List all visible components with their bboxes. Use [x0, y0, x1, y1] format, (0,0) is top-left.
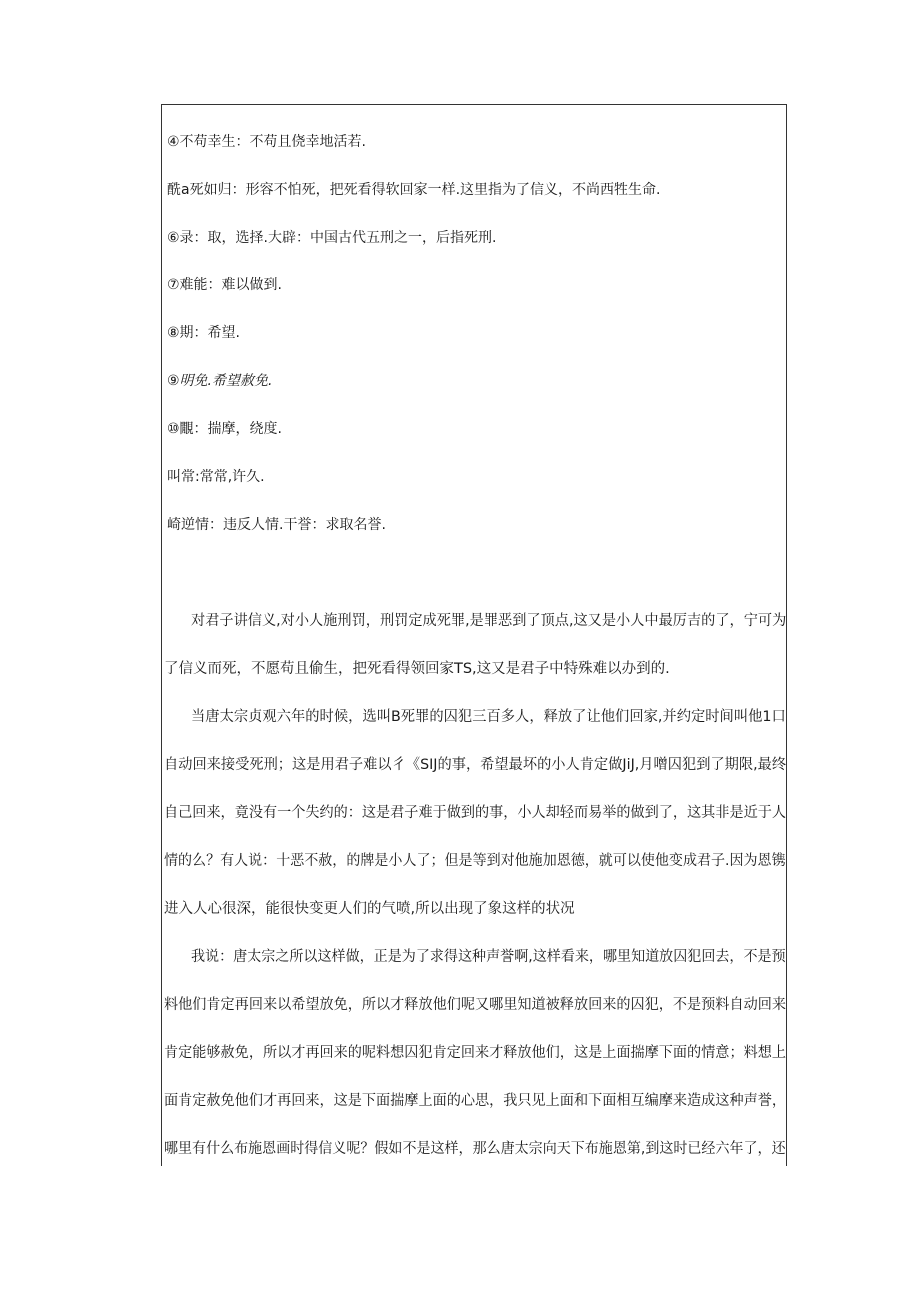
note-12: 崎逆情：违反人情.干誉：求取名誉.	[167, 517, 386, 533]
paragraph-3-line-1: 我说：唐太宗之所以这样做，正是为了求得这种声誉啊,这样看来，哪里知道放囚犯回去，不是预	[191, 949, 786, 965]
note-8: ⑧期：希望.	[167, 325, 241, 341]
paragraph-2-line-4: 情的么？有人说：十恶不赦，的牌是小人了；但是等到对他施加恩德，就可以使他变成君子.因为恩镌	[164, 853, 786, 869]
note-4: ④不苟幸生：不苟且侥幸地活若.	[167, 134, 367, 150]
paragraph-1-line-1: 对君子讲信义,对小人施刑罚，刑罚定成死罪,是罪恶到了顶点,这又是小人中最厉吉的了，宁可为	[191, 613, 787, 629]
paragraph-3-line-2: 料他们肯定再回来以希望放免，所以才释放他们呢又哪里知道被释放回来的囚犯，不是预料自动回来	[164, 997, 786, 1013]
note-7: ⑦难能：难以做到.	[167, 277, 283, 293]
paragraph-2-line-2: 自动回来接受死刑；这是用君子难以彳《SIJ的事，希望最坏的小人肯定做JiJ,月噌囚犯到了期限,最终	[164, 757, 787, 773]
note-10: ⑩覵：揣摩，绕度.	[167, 421, 283, 437]
note-5: 酰a死如归：形容不怕死，把死看得软回家一样.这里指为了信义，不尚西牲生命.	[167, 182, 661, 198]
paragraph-3-line-3: 肯定能够赦免，所以才再回来的呢料想囚犯肯定回来才释放他们，这是上面揣摩下面的情意；料想上	[164, 1045, 786, 1061]
paragraph-3-line-5: 哪里有什么布施恩画时得信义呢？假如不是这样，那么唐太宗向天下布施恩第,到这时已经六年了，还	[164, 1141, 786, 1157]
note-9: ⑨明免.希望赦免.	[167, 373, 273, 389]
paragraph-1-line-2: 了信义而死，不愿苟且偷生，把死看得领回家TS,这又是君子中特殊难以办到的.	[164, 661, 670, 677]
paragraph-2-line-3: 自己回来，竟没有一个失约的：这是君子难于做到的事，小人却轻而易举的做到了，这其非是近于人	[164, 805, 786, 821]
note-11: 叫常:常常,许久.	[167, 469, 265, 485]
paragraph-2-line-1: 当唐太宗贞观六年的时候，选叫B死罪的囚犯三百多人，释放了让他们回家,并约定时间叫他1口	[191, 709, 786, 725]
note-6: ⑥录：取，选择.大辟：中国古代五刑之一，后指死刑.	[167, 230, 497, 246]
paragraph-3-line-4: 面肯定赦免他们才再回来，这是下面揣摩上面的心思，我只见上面和下面相互编摩来造成这种声誉，	[164, 1093, 786, 1109]
paragraph-2-line-5: 进入人心很深，能很快变更人们的气喷,所以出现了象这样的状况	[164, 901, 575, 917]
